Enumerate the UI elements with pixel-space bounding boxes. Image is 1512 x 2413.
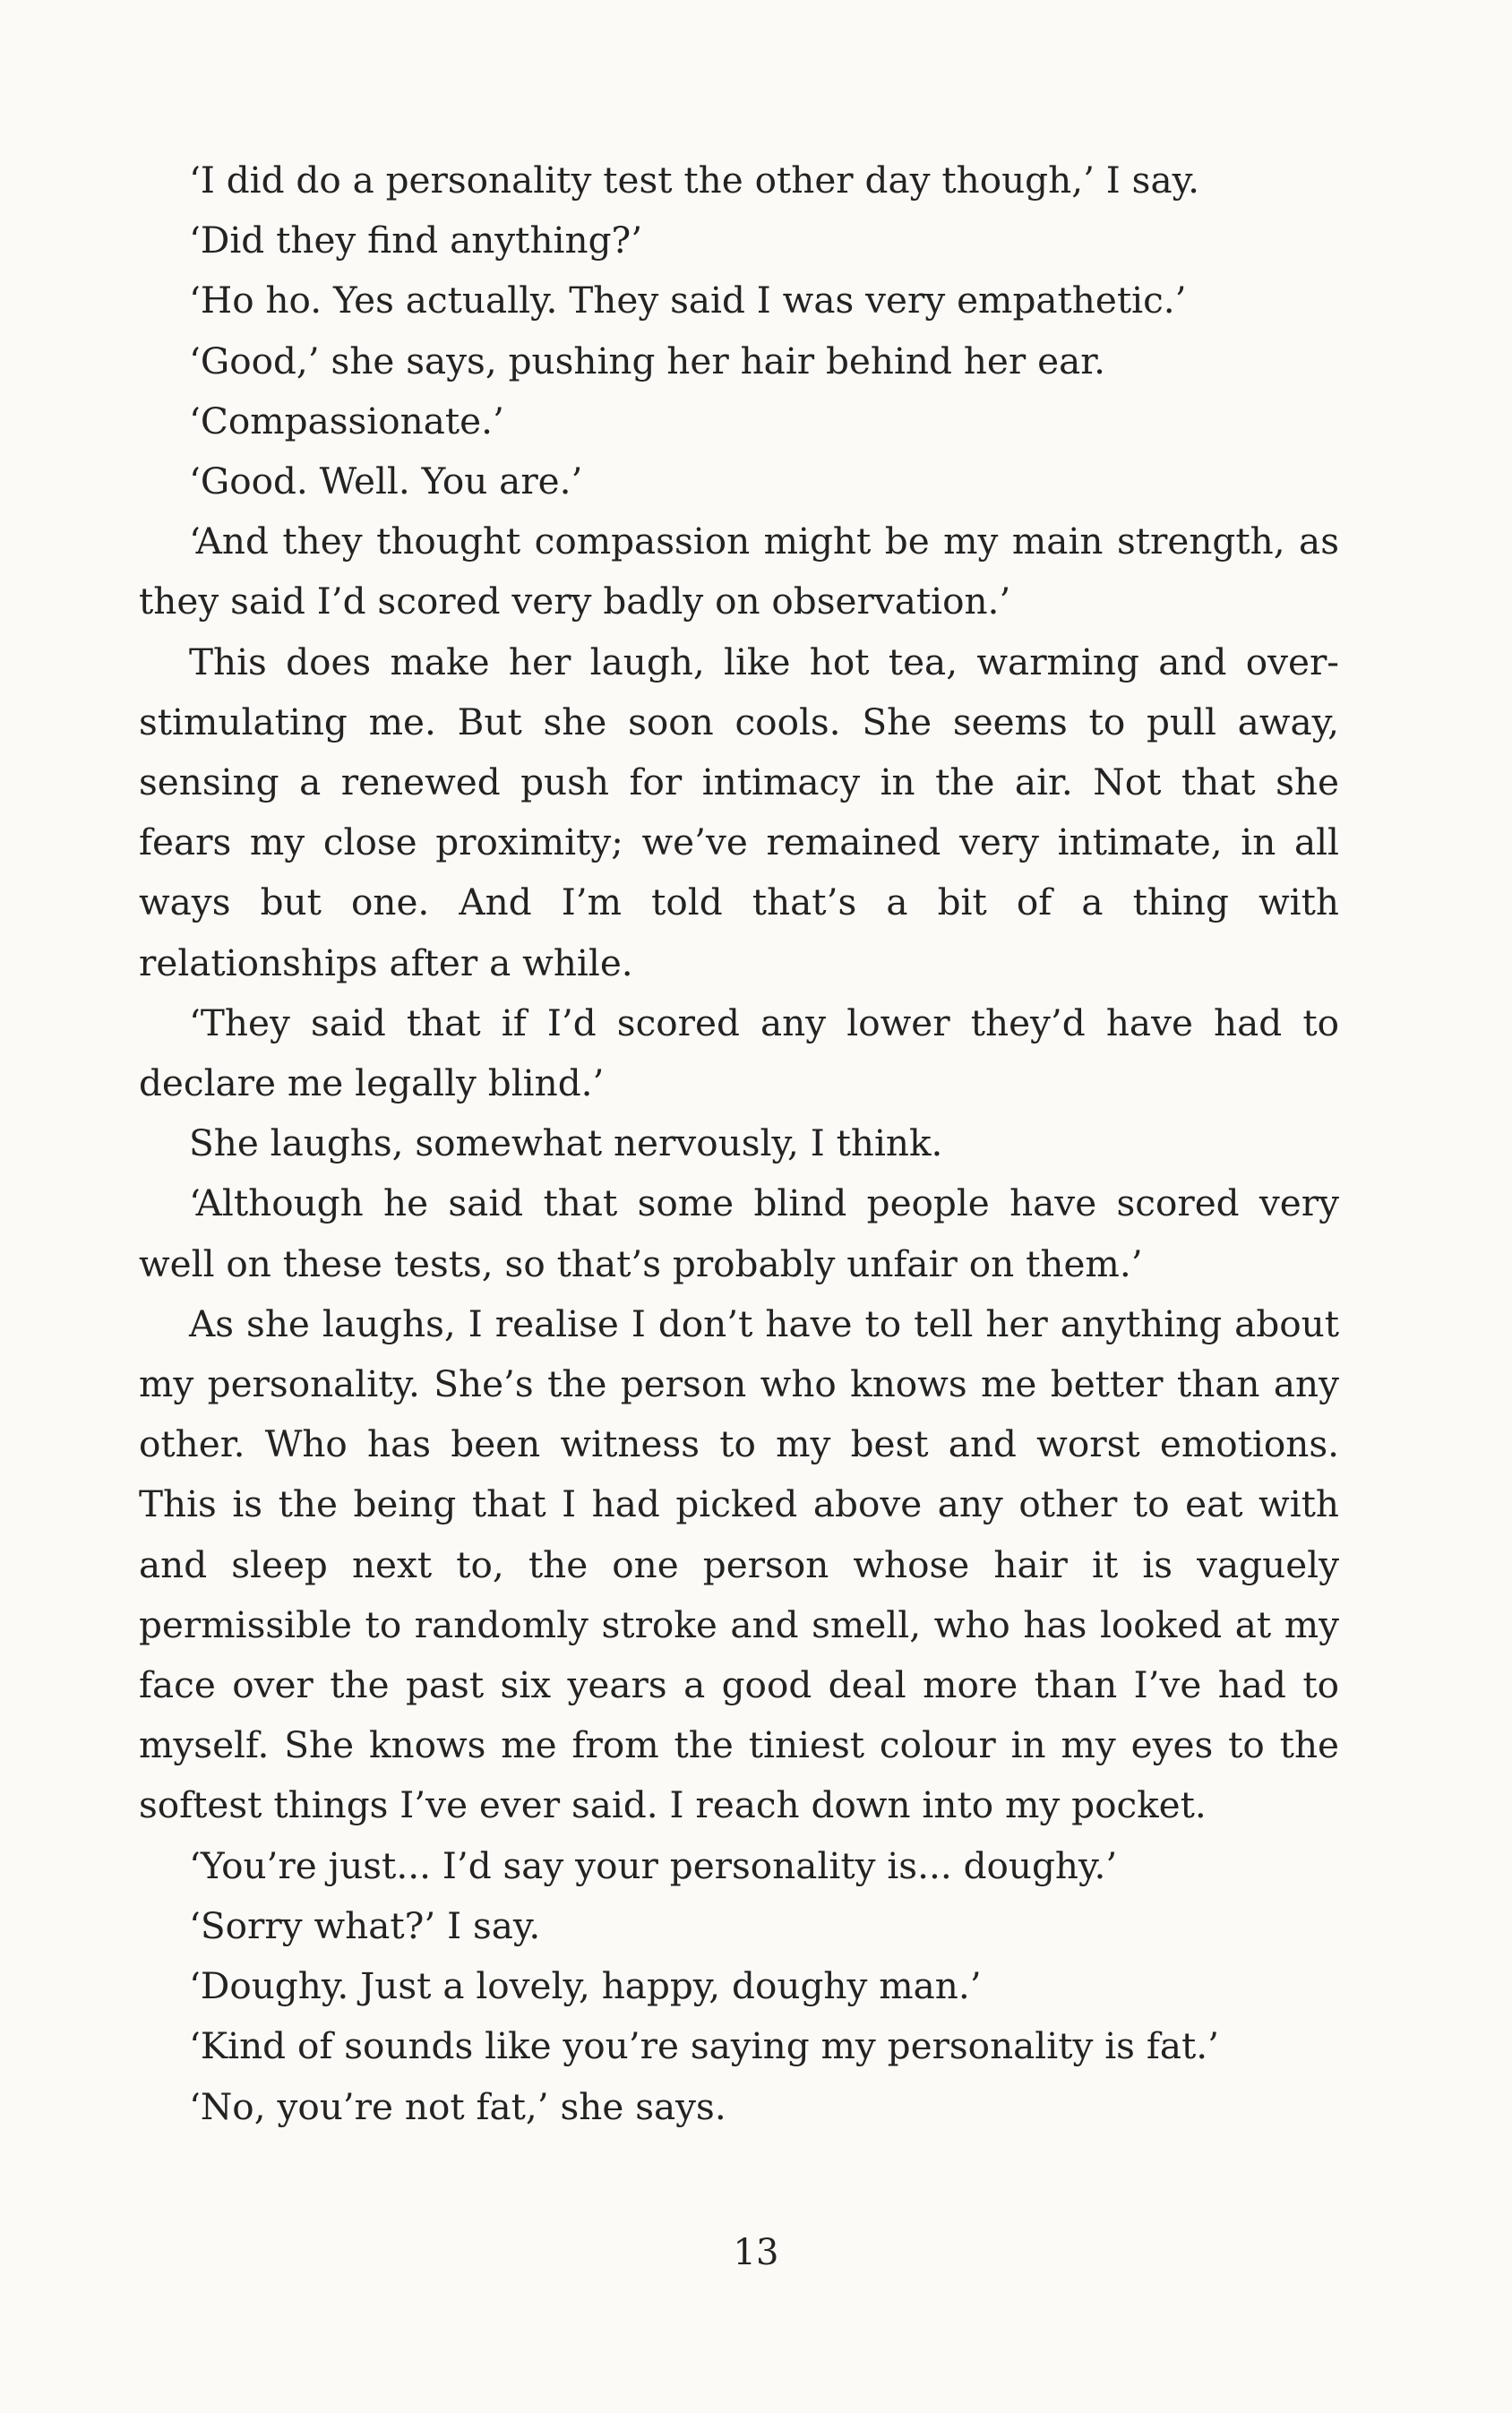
- paragraph: ‘Although he said that some blind people have scored very well on these tests, so that’s probably unfair on them.’: [139, 1181, 1339, 1285]
- paragraph: ‘You’re just... I’d say your personality is... doughy.’: [189, 1843, 1118, 1887]
- paragraph: ‘Sorry what?’ I say.: [189, 1903, 541, 1947]
- paragraph: ‘Compassionate.’: [189, 399, 504, 442]
- body-text: [139, 150, 1339, 2137]
- paragraph: ‘And they thought compassion might be my main strength, as they said I’d scored very badly on observation.’: [139, 520, 1339, 623]
- paragraph: This does make her laugh, like hot tea, warming and over-stimulating me. But she soon cools. She seems to pull away, sensing a renewed push for intimacy in the air. Not that she fears my close proximity; we’ve remained very intimate, in all ways but one. And I’m told that’s a bit of a thing with relationships after a while.: [139, 640, 1339, 984]
- page-number: 13: [733, 2232, 779, 2273]
- paragraph: ‘Kind of sounds like you’re saying my personality is fat.’: [189, 2024, 1219, 2068]
- paragraph: ‘They said that if I’d scored any lower they’d have had to declare me legally blind.’: [139, 1000, 1339, 1105]
- paragraph: ‘No, you’re not fat,’ she says.: [189, 2084, 726, 2128]
- paragraph: ‘Good,’ she says, pushing her hair behind her ear.: [189, 339, 1106, 382]
- paragraph: As she laughs, I realise I don’t have to tell her anything about my personality. She’s the person who knows me better than any other. Who has been witness to my best and worst emotions. This is the being that I had picked above any other to eat with and sleep next to, the one person whose hair it is vaguely permissible to randomly stroke and smell, who has looked at my face over the past six years a good deal more than I’ve had to myself. She knows me from the tiniest colour in my eyes to the softest things I’ve ever said. I reach down into my pocket.: [139, 1301, 1339, 1827]
- paragraph: ‘Did they find anything?’: [189, 219, 643, 262]
- paragraph: ‘Good. Well. You are.’: [189, 459, 583, 503]
- paragraph: She laughs, somewhat nervously, I think.: [189, 1121, 943, 1165]
- paragraph: ‘I did do a personality test the other day though,’ I say.: [189, 159, 1199, 202]
- paragraph: ‘Doughy. Just a lovely, happy, doughy man.’: [189, 1964, 982, 2008]
- paragraph: ‘Ho ho. Yes actually. They said I was very empathetic.’: [189, 279, 1187, 322]
